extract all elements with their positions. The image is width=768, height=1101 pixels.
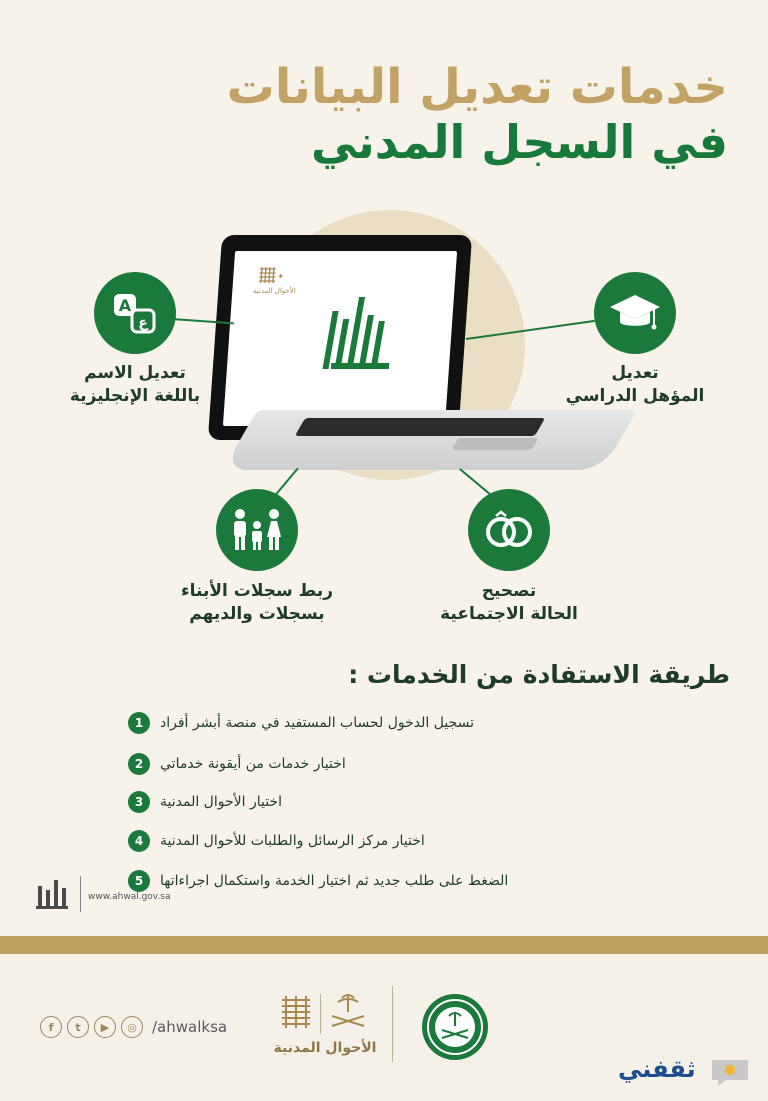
signature-divider [80,876,81,912]
facebook-icon[interactable]: f [40,1016,62,1038]
page-title-line-2: في السجل المدني [310,115,728,169]
step-3 [128,790,728,814]
social-links [40,1016,227,1038]
watermark-text: ثقفني [618,1055,696,1083]
youtube-icon[interactable]: ▶ [94,1016,116,1038]
footer-divider [392,986,393,1062]
step-number: 4 [128,830,150,852]
service-education [525,362,745,408]
screen-logo-text: الأحوال المدنية [252,287,296,295]
step-number: 1 [128,712,150,734]
service-marital-line-1: تصحيح [481,581,537,601]
service-name-english-line-2: باللغة الإنجليزية [69,385,201,406]
service-marital [399,580,619,626]
instagram-icon[interactable]: ◎ [121,1016,143,1038]
steps-title: طريقة الاستفادة من الخدمات : [348,660,730,689]
ahwal-logo-text: الأحوال المدنية [273,1040,377,1056]
translate-icon [94,272,176,354]
saudi-emblem-icon [326,990,370,1034]
page-title-line-1: خدمات تعديل البيانات [226,59,728,115]
speech-bubble-icon [708,1056,752,1088]
twitter-icon[interactable]: t [67,1016,89,1038]
service-name-english-line-1: تعديل الاسم [84,363,186,383]
service-children-line-1: ربط سجلات الأبناء [180,581,334,601]
step-number: 5 [128,870,150,892]
step-2 [128,752,728,776]
family-icon [216,489,298,571]
ministry-emblem-icon [420,992,490,1062]
laptop-keyboard [295,418,545,436]
step-number: 2 [128,753,150,775]
step-1 [128,711,728,735]
rings-icon [468,489,550,571]
step-text: اختيار خدمات من أيقونة خدماتي [160,756,346,772]
absher-screen-icon [223,251,457,426]
step-5 [128,869,728,893]
svg-text:ع: ع [138,315,148,331]
social-handle[interactable]: /ahwalksa [152,1018,228,1036]
absher-small-logo [34,876,74,912]
step-4 [128,829,728,853]
service-marital-line-2: الحالة الاجتماعية [440,603,578,624]
laptop-trackpad [452,438,539,450]
step-number: 3 [128,791,150,813]
graduation-cap-icon [594,272,676,354]
step-text: اختيار الأحوال المدنية [160,794,282,810]
laptop-display [223,251,457,426]
step-text: الضغط على طلب جديد ثم اختيار الخدمة واستكمال اجراءاتها [160,873,509,889]
svg-text:A: A [118,296,132,315]
fingerprint-icon [276,990,316,1034]
gold-band [0,936,768,954]
step-text: اختيار مركز الرسائل والطلبات للأحوال المدنية [160,833,425,849]
service-education-line-2: المؤهل الدراسي [565,385,705,406]
service-children-line-2: بسجلات والديهم [189,603,325,624]
service-children [147,580,367,626]
service-name-english [25,362,245,408]
website-link[interactable]: www.ahwal.gov.sa [88,892,171,902]
step-text: تسجيل الدخول لحساب المستفيد في منصة أبشر أفراد [160,715,474,731]
service-education-line-1: تعديل [611,363,659,383]
logo-divider [320,994,321,1034]
svg-text:✦: ✦ [277,272,285,281]
